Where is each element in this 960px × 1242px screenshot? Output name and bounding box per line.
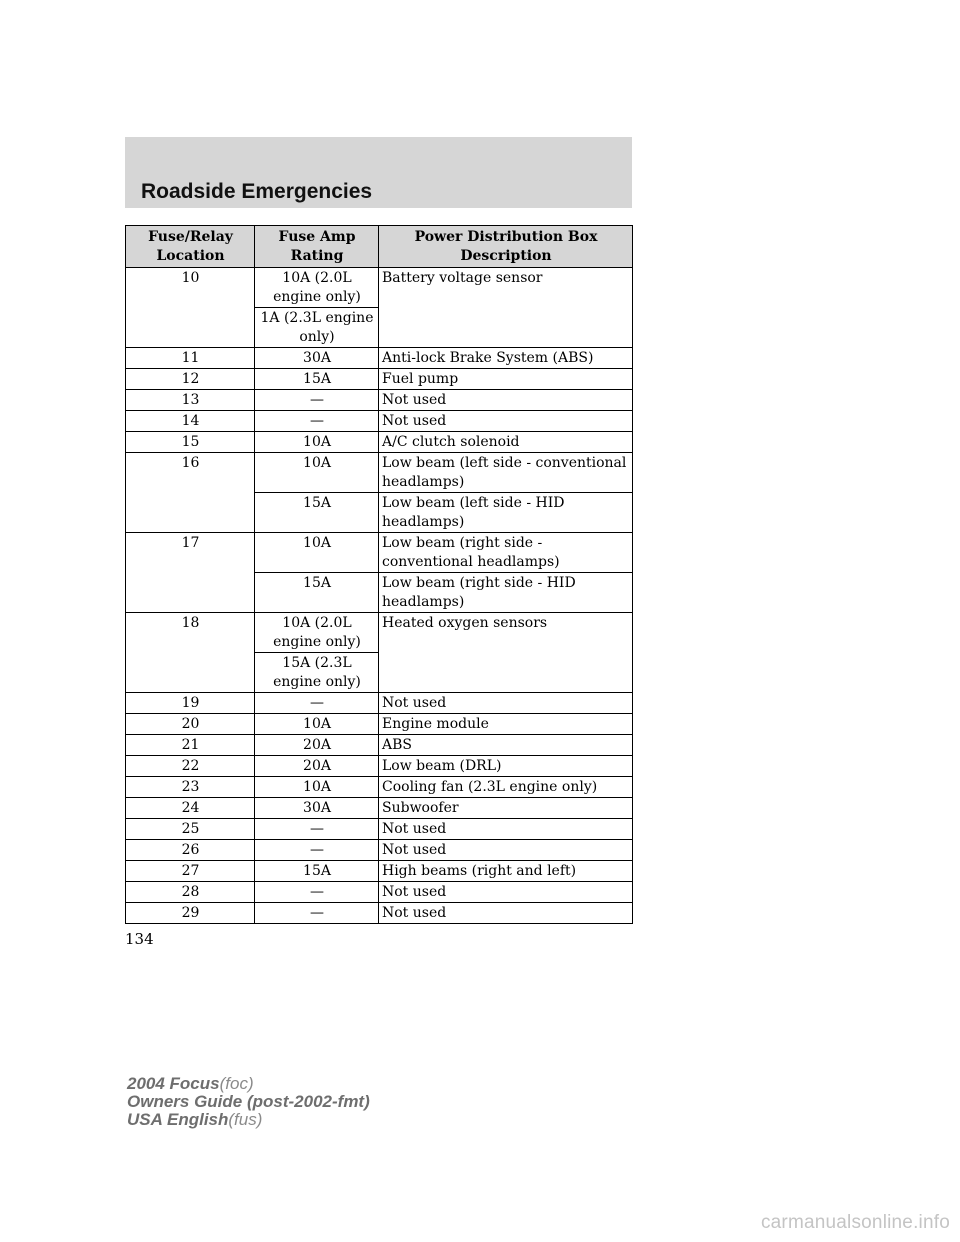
fuse-description-cell: Not used xyxy=(379,882,633,903)
fuse-description-cell: High beams (right and left) xyxy=(379,861,633,882)
fuse-description-cell: Anti-lock Brake System (ABS) xyxy=(379,348,633,369)
fuse-location-cell: 21 xyxy=(126,735,255,756)
fuse-description-cell: Battery voltage sensor xyxy=(379,268,633,348)
footer-model-code: (foc) xyxy=(219,1074,254,1093)
section-title: Roadside Emergencies xyxy=(141,180,373,203)
fuse-amp-cell: 10A xyxy=(255,533,379,573)
fuse-description-cell: Fuel pump xyxy=(379,369,633,390)
fuse-description-cell: Subwoofer xyxy=(379,798,633,819)
fuse-description-cell: Low beam (left side - HID headlamps) xyxy=(379,493,633,533)
fuse-amp-cell: 15A (2.3L engine only) xyxy=(255,653,379,693)
fuse-location-cell: 10 xyxy=(126,268,255,348)
fuse-location-cell: 11 xyxy=(126,348,255,369)
fuse-amp-cell: 1A (2.3L engine only) xyxy=(255,308,379,348)
fuse-location-cell: 16 xyxy=(126,453,255,533)
fuse-description-cell: Not used xyxy=(379,411,633,432)
fuse-amp-cell: 10A xyxy=(255,714,379,735)
table-row xyxy=(126,268,633,308)
table-row xyxy=(126,613,633,653)
fuse-amp-cell: — xyxy=(255,819,379,840)
footer-language-code: (fus) xyxy=(228,1110,263,1129)
fuse-description-cell: Not used xyxy=(379,390,633,411)
fuse-description-cell: Low beam (left side - conventional headlamps) xyxy=(379,453,633,493)
fuse-location-cell: 26 xyxy=(126,840,255,861)
table-row xyxy=(126,369,633,390)
fuse-amp-cell: — xyxy=(255,411,379,432)
table-row xyxy=(126,693,633,714)
fuse-amp-cell: 20A xyxy=(255,756,379,777)
section-header-band xyxy=(125,137,632,208)
fuse-description-cell: Low beam (right side - conventional headlamps) xyxy=(379,533,633,573)
fuse-amp-cell: 15A xyxy=(255,493,379,533)
fuse-amp-cell: 10A xyxy=(255,777,379,798)
footer-guide: Owners Guide (post-2002-fmt) xyxy=(127,1092,370,1111)
watermark: carmanualsonline.info xyxy=(760,1212,950,1233)
fuse-location-cell: 15 xyxy=(126,432,255,453)
document-footer xyxy=(127,1075,370,1129)
page-number: 134 xyxy=(125,930,154,948)
fuse-description-cell: Not used xyxy=(379,840,633,861)
fuse-amp-cell: 10A (2.0L engine only) xyxy=(255,613,379,653)
fuse-location-cell: 12 xyxy=(126,369,255,390)
table-row xyxy=(126,819,633,840)
table-row xyxy=(126,798,633,819)
fuse-amp-cell: 20A xyxy=(255,735,379,756)
table-header-row xyxy=(126,226,633,268)
table-row xyxy=(126,533,633,573)
table-row xyxy=(126,735,633,756)
fuse-amp-cell: 10A (2.0L engine only) xyxy=(255,268,379,308)
fuse-location-cell: 17 xyxy=(126,533,255,613)
table-row xyxy=(126,453,633,493)
fuse-location-cell: 27 xyxy=(126,861,255,882)
footer-line-3 xyxy=(127,1111,370,1129)
fuse-description-cell: Low beam (right side - HID headlamps) xyxy=(379,573,633,613)
fuse-location-cell: 13 xyxy=(126,390,255,411)
fuse-description-cell: Not used xyxy=(379,903,633,924)
table-row xyxy=(126,861,633,882)
fuse-location-cell: 24 xyxy=(126,798,255,819)
fuse-amp-cell: — xyxy=(255,903,379,924)
fuse-amp-cell: 15A xyxy=(255,573,379,613)
fuse-amp-cell: — xyxy=(255,882,379,903)
column-header-amp-rating: Fuse Amp Rating xyxy=(255,226,379,268)
table-row xyxy=(126,882,633,903)
table-row xyxy=(126,411,633,432)
fuse-amp-cell: 10A xyxy=(255,432,379,453)
column-header-location: Fuse/Relay Location xyxy=(126,226,255,268)
fuse-amp-cell: 30A xyxy=(255,348,379,369)
fuse-amp-cell: 10A xyxy=(255,453,379,493)
fuse-location-cell: 20 xyxy=(126,714,255,735)
table-row xyxy=(126,714,633,735)
fuse-location-cell: 14 xyxy=(126,411,255,432)
fuse-description-cell: Cooling fan (2.3L engine only) xyxy=(379,777,633,798)
table-row xyxy=(126,432,633,453)
fuse-table-body xyxy=(126,268,633,924)
table-row xyxy=(126,756,633,777)
fuse-amp-cell: — xyxy=(255,390,379,411)
fuse-description-cell: Not used xyxy=(379,693,633,714)
fuse-description-cell: A/C clutch solenoid xyxy=(379,432,633,453)
fuse-location-cell: 28 xyxy=(126,882,255,903)
fuse-table xyxy=(125,225,633,924)
footer-language: USA English xyxy=(127,1110,229,1129)
fuse-description-cell: Engine module xyxy=(379,714,633,735)
footer-line-2 xyxy=(127,1093,370,1111)
fuse-location-cell: 22 xyxy=(126,756,255,777)
fuse-description-cell: ABS xyxy=(379,735,633,756)
fuse-amp-cell: 15A xyxy=(255,369,379,390)
fuse-amp-cell: — xyxy=(255,693,379,714)
column-header-description: Power Distribution Box Description xyxy=(379,226,633,268)
footer-model: 2004 Focus xyxy=(127,1074,220,1093)
fuse-location-cell: 18 xyxy=(126,613,255,693)
fuse-amp-cell: — xyxy=(255,840,379,861)
fuse-amp-cell: 30A xyxy=(255,798,379,819)
fuse-description-cell: Low beam (DRL) xyxy=(379,756,633,777)
table-row xyxy=(126,840,633,861)
fuse-description-cell: Not used xyxy=(379,819,633,840)
table-row xyxy=(126,390,633,411)
fuse-location-cell: 23 xyxy=(126,777,255,798)
table-row xyxy=(126,777,633,798)
footer-line-1 xyxy=(127,1075,370,1093)
fuse-location-cell: 29 xyxy=(126,903,255,924)
table-row xyxy=(126,903,633,924)
table-row xyxy=(126,348,633,369)
fuse-location-cell: 19 xyxy=(126,693,255,714)
fuse-amp-cell: 15A xyxy=(255,861,379,882)
fuse-location-cell: 25 xyxy=(126,819,255,840)
fuse-description-cell: Heated oxygen sensors xyxy=(379,613,633,693)
